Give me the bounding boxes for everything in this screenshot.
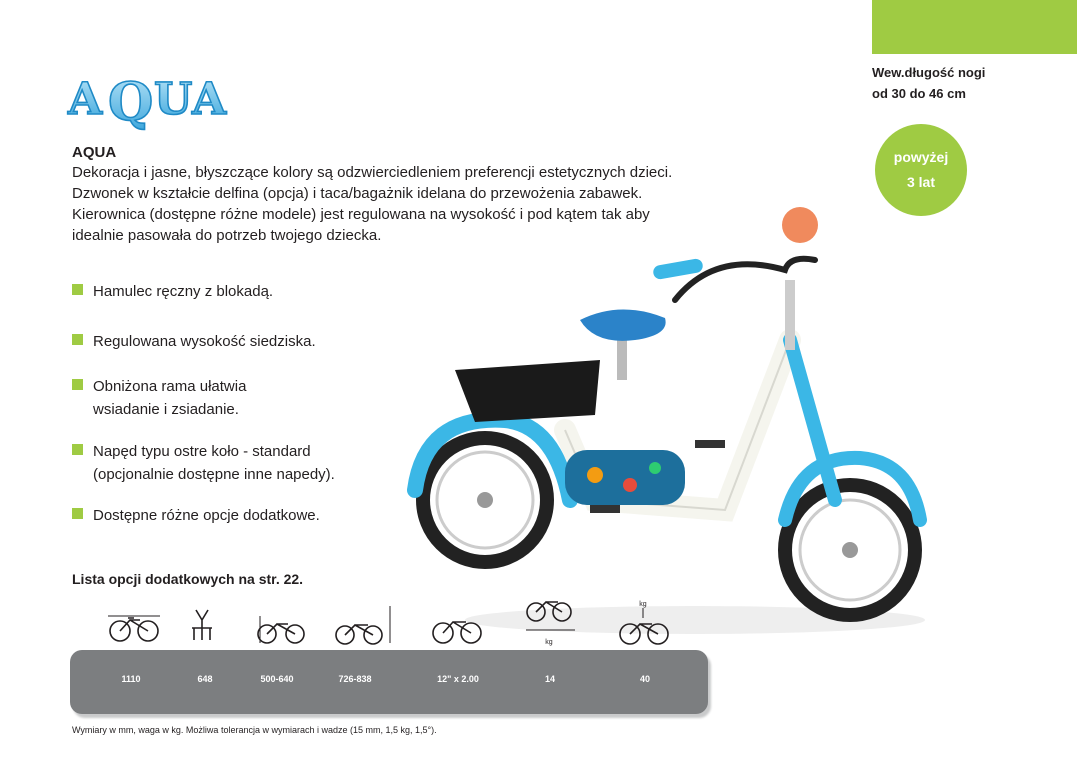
spec-icons-row: [70, 598, 710, 648]
spec-handlebar-width: 648: [197, 674, 213, 684]
spec-handlebar-height: 726-838: [338, 674, 372, 684]
spec-wheel-size: 12" x 2.00: [437, 674, 479, 684]
feature-line: Regulowana wysokość siedziska.: [93, 333, 316, 350]
svg-text:A: A: [192, 74, 227, 125]
wheel-size-icon: [433, 622, 481, 643]
svg-text:Q: Q: [108, 72, 154, 133]
bullet-square-icon: [72, 334, 83, 345]
feature-item: [72, 280, 402, 303]
svg-text:U: U: [154, 74, 193, 125]
handlebar-width-icon: [192, 610, 212, 640]
weight-icon: [526, 602, 575, 630]
bike-length-icon: [108, 616, 160, 641]
spec-max-load: 40: [639, 674, 650, 684]
feature-item: [72, 330, 402, 353]
max-load-icon: [620, 608, 668, 644]
seat-height-icon: [258, 616, 304, 643]
footnote: Wymiary w mm, waga w kg. Możliwa tolerancja w wymiarach i wadze (15 mm, 1,5 kg, 1,5°).: [72, 725, 437, 735]
feature-line: (opcjonalnie dostępne inne napedy).: [93, 466, 335, 483]
spec-seat-height: 500-640: [260, 674, 294, 684]
leg-length-info: [872, 62, 985, 104]
options-note: Lista opcji dodatkowych na str. 22.: [72, 571, 304, 587]
age-line2: 3 lat: [906, 174, 935, 190]
aqua-logo: [66, 64, 236, 134]
product-description: Dekoracja i jasne, błyszczące kolory są odzwierciedleniem preferencji estetycznych dzieci. Dzwonek w kształcie delfina (opcja) i taca/bagażnik idelana do przewożenia zabawek. Kierownica (dostępne różne modele) jest regulowana na wysokość i pod kątem tak aby idealnie pasowała do potrzeb twojego dziecka.: [72, 164, 673, 244]
bullet-square-icon: [72, 444, 83, 455]
bullet-square-icon: [72, 284, 83, 295]
svg-text:A: A: [68, 74, 103, 125]
handlebar-height-icon: [336, 606, 390, 644]
product-title: AQUA: [72, 144, 117, 161]
leg-length-line1: Wew.długość nogi: [872, 65, 986, 80]
leg-length-line2: od 30 do 46 cm: [872, 86, 966, 101]
weight-unit-label: kg: [545, 639, 553, 646]
feature-item: [72, 504, 402, 527]
tricycle-photo: [395, 200, 935, 640]
age-line1: powyżej: [893, 149, 949, 165]
feature-item: [72, 440, 402, 486]
spec-values-bar: [70, 650, 708, 714]
spec-weight: 14: [544, 674, 555, 684]
feature-line: Napęd typu ostre koło - standard: [93, 443, 311, 460]
feature-line: Dostępne różne opcje dodatkowe.: [93, 507, 320, 524]
bullet-square-icon: [72, 508, 83, 519]
load-unit-label: kg: [639, 601, 647, 608]
feature-line: Obniżona rama ułatwia: [93, 378, 247, 395]
feature-item: [72, 375, 402, 421]
feature-line: Hamulec ręczny z blokadą.: [93, 283, 274, 300]
feature-line: wsiadanie i zsiadanie.: [93, 401, 239, 418]
spec-bike-length: 1110: [121, 674, 141, 684]
header-accent-bar: [872, 0, 1077, 54]
bullet-square-icon: [72, 379, 83, 390]
